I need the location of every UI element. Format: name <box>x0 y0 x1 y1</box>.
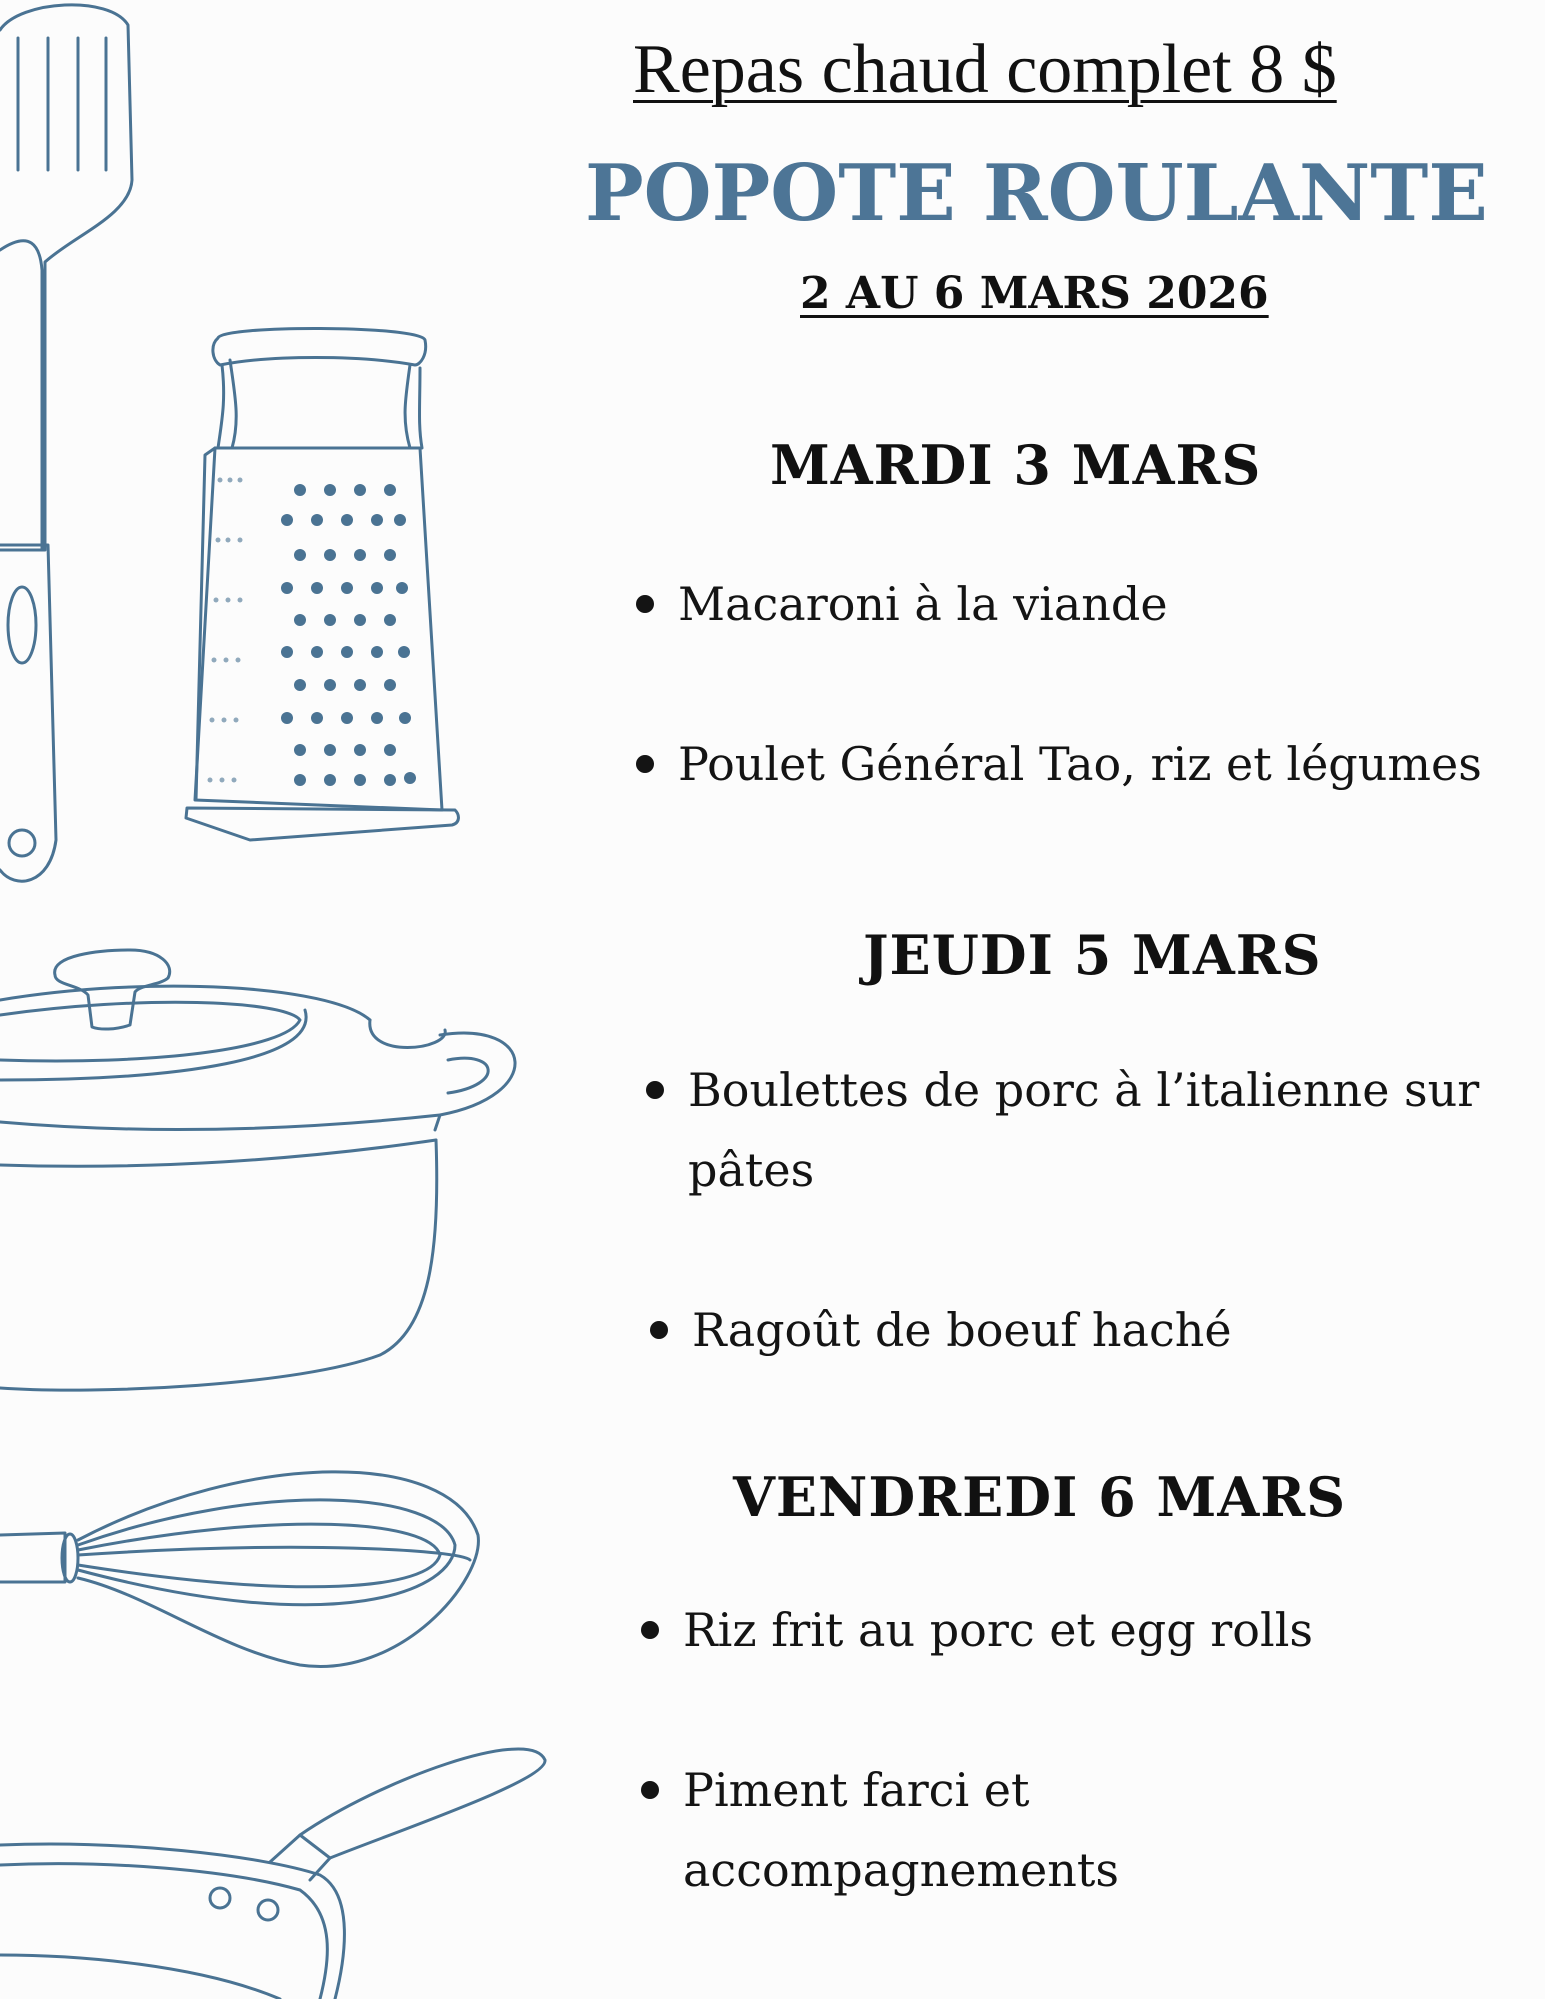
spatula-icon <box>0 5 132 881</box>
menu-item: Piment farci et accompagnements <box>683 1750 1123 1910</box>
bullet-icon <box>636 595 654 613</box>
page-title: POPOTE ROULANTE <box>585 148 1488 239</box>
whisk-icon <box>0 1472 478 1667</box>
bullet-icon <box>636 755 654 773</box>
frying-pan-icon <box>0 1749 545 1999</box>
day-heading-vendredi: VENDREDI 6 MARS <box>733 1465 1347 1529</box>
bullet-icon <box>650 1321 668 1339</box>
date-range: 2 AU 6 MARS 2026 <box>800 268 1269 319</box>
pot-icon <box>0 950 515 1390</box>
menu-item: Poulet Général Tao, riz et légumes <box>678 724 1538 804</box>
menu-item: Riz frit au porc et egg rolls <box>683 1590 1503 1670</box>
bullet-icon <box>641 1781 659 1799</box>
bullet-icon <box>641 1621 659 1639</box>
menu-item: Boulettes de porc à l’italienne sur pâtes <box>688 1050 1508 1210</box>
menu-item: Macaroni à la viande <box>678 564 1498 644</box>
bullet-icon <box>646 1081 664 1099</box>
grater-icon <box>186 328 458 840</box>
kitchen-illustrations <box>0 0 560 1999</box>
day-heading-mardi: MARDI 3 MARS <box>770 433 1262 497</box>
price-tagline: Repas chaud complet 8 $ <box>633 31 1337 108</box>
day-heading-jeudi: JEUDI 5 MARS <box>863 923 1322 987</box>
menu-item: Ragoût de boeuf haché <box>692 1290 1512 1370</box>
